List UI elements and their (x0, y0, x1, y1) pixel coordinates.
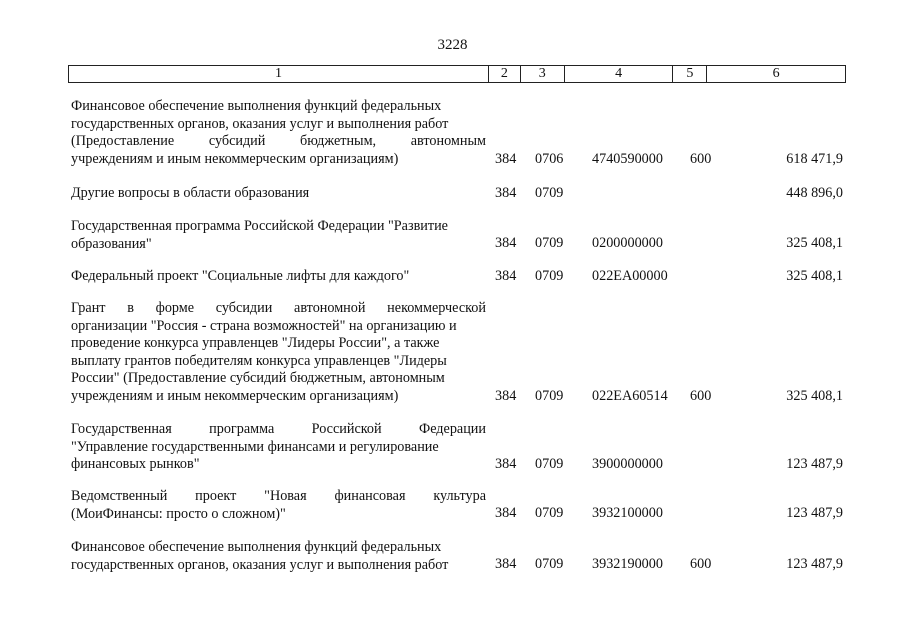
table-row (68, 539, 846, 574)
ved-code: 384 (495, 235, 517, 252)
row-description (71, 300, 486, 406)
row-description (71, 421, 486, 474)
desc-line: Государственная программа Российской Федерации "Развитие (71, 218, 448, 234)
ved-code: 384 (495, 456, 517, 473)
table-row (68, 268, 846, 286)
table-row (68, 185, 846, 203)
ved-code: 384 (495, 185, 517, 202)
desc-line: проведение конкурса управленцев "Лидеры России", а также (71, 335, 440, 352)
amount: 123 487,9 (786, 505, 843, 522)
header-col-1: 1 (69, 66, 489, 82)
row-description (71, 98, 486, 168)
desc-line: государственных органов, оказания услуг и выполнения работ (71, 556, 449, 573)
row-description (71, 488, 486, 523)
ved-code: 384 (495, 268, 517, 285)
section-code: 0709 (535, 235, 564, 252)
expense-type-code: 600 (690, 151, 712, 168)
amount: 325 408,1 (786, 268, 843, 285)
ved-code: 384 (495, 556, 517, 573)
amount: 123 487,9 (786, 456, 843, 473)
desc-line: Ведомственный проект "Новая финансовая культура (71, 488, 486, 504)
table-header (68, 65, 846, 83)
section-code: 0709 (535, 505, 564, 522)
target-article-code: 022EA00000 (592, 268, 668, 285)
target-article-code: 3932100000 (592, 505, 663, 522)
desc-line: Финансовое обеспечение выполнения функций федеральных (71, 539, 442, 555)
table-row (68, 488, 846, 523)
table-row (68, 218, 846, 253)
target-article-code: 0200000000 (592, 235, 663, 252)
desc-line: Финансовое обеспечение выполнения функций федеральных (71, 98, 442, 114)
desc-line: "Управление государственными финансами и регулирование (71, 438, 439, 455)
table-row (68, 421, 846, 474)
section-code: 0709 (535, 268, 564, 285)
amount: 123 487,9 (786, 556, 843, 573)
desc-line: финансовых рынков" (71, 456, 200, 473)
page-number: 3228 (437, 37, 468, 53)
header-col-5: 5 (673, 66, 707, 82)
ved-code: 384 (495, 505, 517, 522)
desc-line: Другие вопросы в области образования (71, 185, 310, 201)
desc-line: государственных органов, оказания услуг и выполнения работ (71, 115, 449, 132)
row-description (71, 218, 486, 253)
target-article-code: 4740590000 (592, 151, 663, 168)
desc-line: Государственная программа Российской Федерации (71, 421, 486, 437)
amount: 325 408,1 (786, 235, 843, 252)
table-row (68, 300, 846, 406)
desc-line: Грант в форме субсидии автономной некоммерческой (71, 300, 486, 316)
section-code: 0709 (535, 388, 564, 405)
table-row (68, 98, 846, 169)
header-col-3: 3 (521, 66, 565, 82)
desc-line: организации "Россия - страна возможностей" на организацию и (71, 317, 457, 334)
expense-type-code: 600 (690, 556, 712, 573)
desc-line: выплату грантов победителям конкурса управленцев "Лидеры (71, 352, 447, 369)
section-code: 0706 (535, 151, 564, 168)
ved-code: 384 (495, 388, 517, 405)
row-description (71, 185, 486, 203)
amount: 325 408,1 (786, 388, 843, 405)
target-article-code: 3932190000 (592, 556, 663, 573)
expense-type-code: 600 (690, 388, 712, 405)
desc-line: Федеральный проект "Социальные лифты для каждого" (71, 268, 410, 284)
target-article-code: 022EA60514 (592, 388, 668, 405)
desc-line: (Предоставление субсидий бюджетным, автономным (71, 133, 486, 150)
desc-line: учреждениям и иным некоммерческим организациям) (71, 150, 399, 167)
amount: 618 471,9 (786, 151, 843, 168)
desc-line: России" (Предоставление субсидий бюджетным, автономным (71, 370, 445, 387)
desc-line: образования" (71, 235, 152, 252)
row-description (71, 539, 486, 574)
desc-line: учреждениям и иным некоммерческим организациям) (71, 387, 399, 404)
header-col-2: 2 (489, 66, 521, 82)
target-article-code: 3900000000 (592, 456, 663, 473)
row-description (71, 268, 486, 286)
header-col-6: 6 (772, 66, 780, 81)
section-code: 0709 (535, 456, 564, 473)
ved-code: 384 (495, 151, 517, 168)
desc-line: (МоиФинансы: просто о сложном)" (71, 505, 286, 522)
amount: 448 896,0 (786, 185, 843, 202)
header-col-4: 4 (565, 66, 674, 82)
section-code: 0709 (535, 556, 564, 573)
section-code: 0709 (535, 185, 564, 202)
